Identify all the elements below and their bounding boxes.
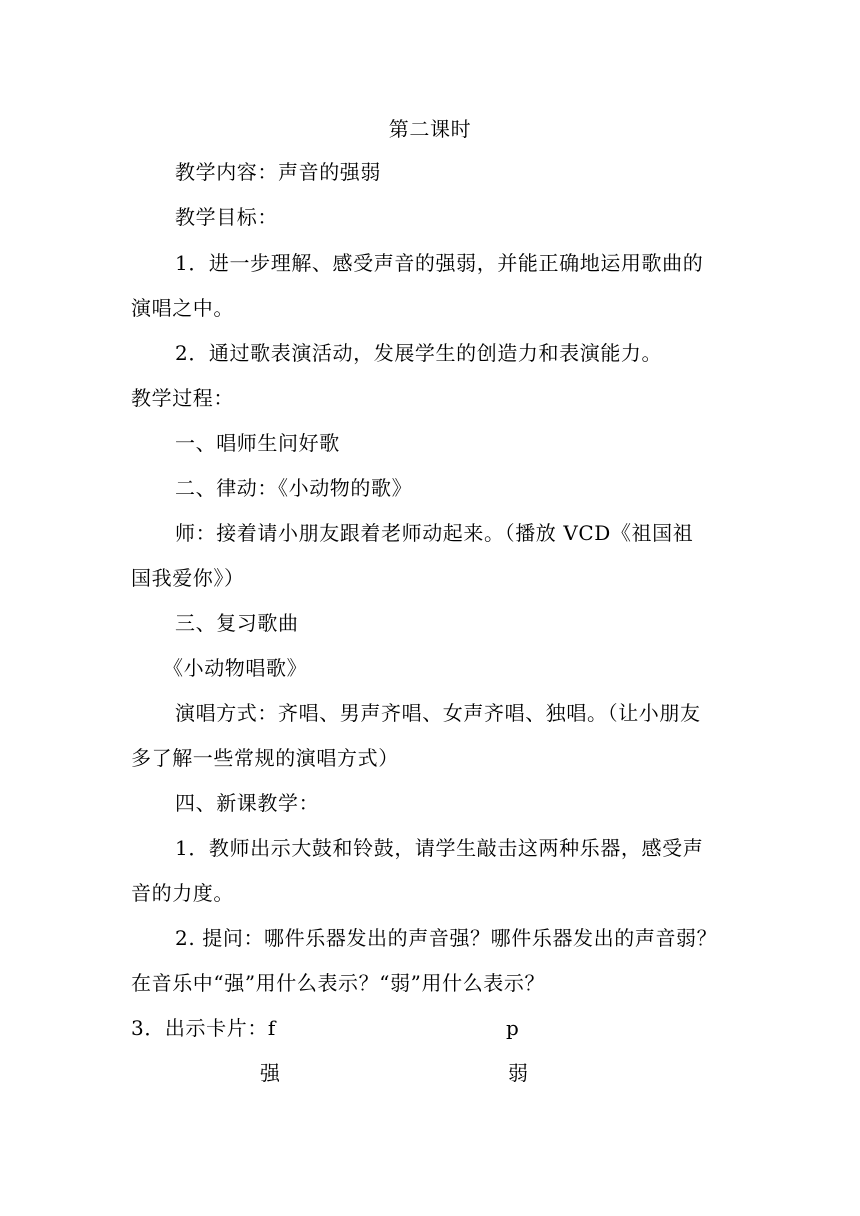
teacher-line-2: 国我爱你》） bbox=[131, 566, 245, 590]
strong-label: 强 bbox=[260, 1061, 281, 1085]
goal-2: 2．通过歌表演活动，发展学生的创造力和表演能力。 bbox=[175, 341, 663, 365]
goal-1-line-2: 演唱之中。 bbox=[131, 296, 234, 320]
teaching-content: 教学内容：声音的强弱 bbox=[175, 160, 381, 184]
new-lesson-2-line-2: 在音乐中“强”用什么表示？“弱”用什么表示？ bbox=[131, 971, 546, 995]
new-lesson-1-line-2: 音的力度。 bbox=[131, 881, 234, 905]
step-1: 一、唱师生问好歌 bbox=[175, 431, 340, 455]
new-lesson-1-line-1: 1．教师出示大鼓和铃鼓，请学生敲击这两种乐器，感受声 bbox=[175, 836, 704, 860]
song-title: 《小动物唱歌》 bbox=[163, 656, 308, 680]
weak-label: 弱 bbox=[508, 1061, 529, 1085]
new-lesson-2-line-1: 2. 提问：哪件乐器发出的声音强？哪件乐器发出的声音弱？ bbox=[175, 926, 718, 950]
card-p: p bbox=[506, 1016, 520, 1040]
page-title: 第二课时 bbox=[388, 117, 472, 141]
teaching-goals-heading: 教学目标： bbox=[175, 205, 278, 229]
step-2: 二、律动：《小动物的歌》 bbox=[175, 476, 413, 500]
step-3: 三、复习歌曲 bbox=[175, 611, 299, 635]
cards-label: 3．出示卡片：f bbox=[131, 1016, 276, 1040]
goal-1-line-1: 1．进一步理解、感受声音的强弱，并能正确地运用歌曲的 bbox=[175, 251, 704, 275]
teaching-process-heading: 教学过程： bbox=[131, 386, 234, 410]
step-4: 四、新课教学： bbox=[175, 791, 320, 815]
teacher-line-1: 师：接着请小朋友跟着老师动起来。（播放 VCD《祖国祖 bbox=[175, 521, 694, 545]
singing-methods-line-1: 演唱方式：齐唱、男声齐唱、女声齐唱、独唱。（让小朋友 bbox=[175, 701, 701, 725]
singing-methods-line-2: 多了解一些常规的演唱方式） bbox=[131, 746, 399, 770]
